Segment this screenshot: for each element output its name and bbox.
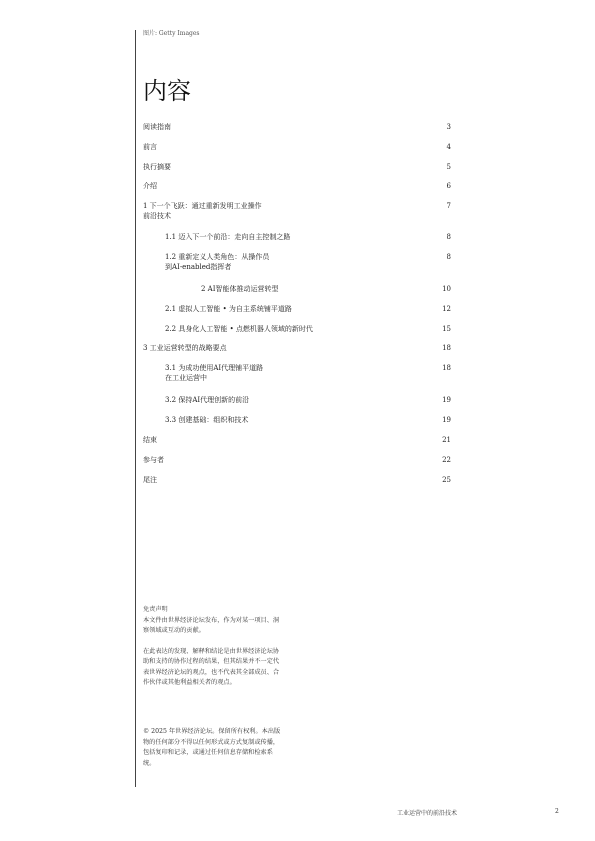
footer-page-number: 2 bbox=[555, 808, 559, 815]
footer-document-title: 工业运营中的前沿技术 bbox=[397, 810, 458, 817]
toc-entry-page: 3 bbox=[446, 123, 451, 131]
toc-entry-page: 8 bbox=[446, 233, 451, 241]
toc-entry-section-1[interactable] bbox=[143, 201, 451, 223]
toc-entry-reading-guide[interactable] bbox=[143, 122, 451, 134]
toc-entry-label: 1.1 迈入下一个前沿：走向自主控制之路 bbox=[165, 233, 291, 241]
disclaimer bbox=[143, 605, 283, 699]
left-margin-rule bbox=[135, 30, 136, 787]
toc-entry-section-2-2[interactable] bbox=[165, 324, 451, 336]
toc-entry-section-2[interactable] bbox=[201, 284, 451, 296]
disclaimer-heading: 免责声明 bbox=[143, 606, 168, 613]
toc-entry-section-3[interactable] bbox=[143, 343, 451, 355]
toc-entry-section-3-1[interactable] bbox=[165, 363, 451, 385]
toc-entry-section-1-1[interactable] bbox=[165, 232, 451, 244]
image-credit: 图片: Getty Images bbox=[143, 30, 200, 37]
toc-entry-label: 前言 bbox=[143, 143, 157, 151]
toc-entry-introduction[interactable] bbox=[143, 181, 451, 193]
toc-entry-label: 介绍 bbox=[143, 182, 157, 190]
toc-entry-foreword[interactable] bbox=[143, 142, 451, 154]
toc-entry-page: 22 bbox=[442, 456, 451, 464]
toc-entry-contributors[interactable] bbox=[143, 455, 451, 467]
toc-entry-label: 1 下一个飞跃：通过重新发明工业操作 前沿技术 bbox=[143, 202, 262, 220]
toc-entry-page: 12 bbox=[442, 305, 451, 313]
toc-entry-label: 阅读指南 bbox=[143, 123, 171, 131]
toc-entry-section-2-1[interactable] bbox=[165, 304, 451, 316]
copyright-notice: © 2025 年世界经济论坛。保留所有权利。本出版物的任何部分不得以任何形式或方式复制或传播，包括复印和记录，或通过任何信息存储和检索系统。 bbox=[143, 728, 281, 767]
toc-entry-page: 18 bbox=[442, 364, 451, 372]
toc-entry-label: 2 AI智能体推动运营转型 bbox=[201, 285, 279, 293]
toc-entry-label: 结束 bbox=[143, 436, 157, 444]
toc-entry-label: 3.2 保持AI代理创新的前沿 bbox=[165, 396, 250, 404]
toc-entry-page: 18 bbox=[442, 344, 451, 352]
page-title: 内容 bbox=[143, 77, 191, 105]
toc-entry-conclusion[interactable] bbox=[143, 435, 451, 447]
toc-entry-label: 2.1 虚拟人工智能 • 为自主系统铺平道路 bbox=[165, 305, 292, 313]
toc-entry-page: 25 bbox=[442, 476, 451, 484]
toc-entry-page: 19 bbox=[442, 396, 451, 404]
toc-entry-label: 3.1 为成功使用AI代理铺平道路 在工业运营中 bbox=[165, 364, 264, 382]
toc-entry-page: 10 bbox=[442, 285, 451, 293]
toc-entry-executive-summary[interactable] bbox=[143, 162, 451, 174]
toc-entry-page: 7 bbox=[446, 202, 451, 210]
toc-entry-page: 19 bbox=[442, 416, 451, 424]
toc-entry-page: 5 bbox=[446, 163, 451, 171]
toc-entry-label: 1.2 重新定义人类角色：从操作员 到AI-enabled指挥者 bbox=[165, 253, 270, 271]
toc-entry-page: 15 bbox=[442, 325, 451, 333]
toc-entry-label: 3.3 创建基础：组织和技术 bbox=[165, 416, 249, 424]
toc-entry-endnotes[interactable] bbox=[143, 475, 451, 487]
toc-entry-page: 6 bbox=[446, 182, 451, 190]
toc-entry-label: 2.2 具身化人工智能 • 点燃机器人领域的新时代 bbox=[165, 325, 313, 333]
toc-entry-section-3-3[interactable] bbox=[165, 415, 451, 427]
toc-entry-section-1-2[interactable] bbox=[165, 252, 451, 274]
toc-entry-page: 4 bbox=[446, 143, 451, 151]
disclaimer-paragraph: 本文件由世界经济论坛发布，作为对某一项目、洞察领域或互动的贡献。 bbox=[143, 616, 280, 634]
toc-entry-label: 3 工业运营转型的战略要点 bbox=[143, 344, 227, 352]
toc-entry-label: 尾注 bbox=[143, 476, 157, 484]
disclaimer-paragraph: 在此表达的发现、解释和结论是由世界经济论坛协助和支持的协作过程的结果，但其结果并不一定代表世界经济论坛的观点，也不代表其全部成员、合作伙伴或其他利益相关者的观点。 bbox=[143, 647, 280, 686]
toc-entry-label: 参与者 bbox=[143, 456, 164, 464]
toc-entry-page: 21 bbox=[442, 436, 451, 444]
toc-entry-page: 8 bbox=[446, 253, 451, 261]
toc-entry-label: 执行摘要 bbox=[143, 163, 171, 171]
toc-entry-section-3-2[interactable] bbox=[165, 395, 451, 407]
